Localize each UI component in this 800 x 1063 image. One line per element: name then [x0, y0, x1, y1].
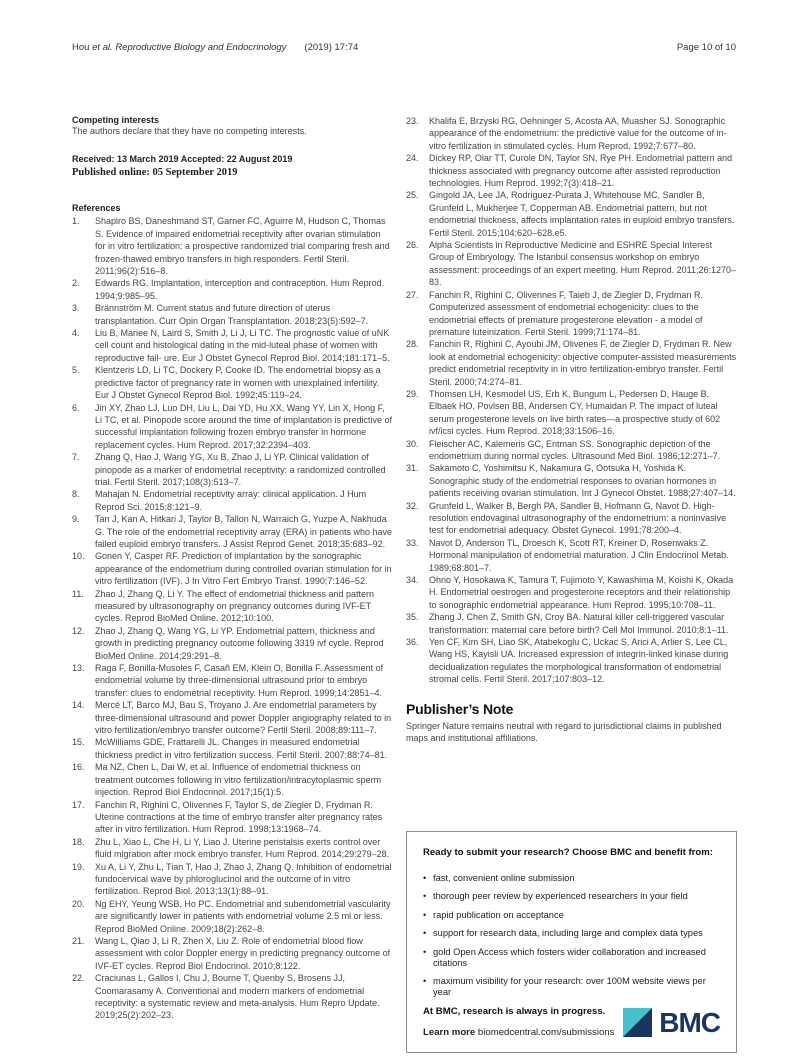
reference-text: Klentzeris LD, Li TC, Dockery P, Cooke ID. The endometrial biopsy as a predictive factor of pregnancy rate in women with unexplained infertility. Eur J Obstet Gynecol Reprod Biol. 1992;45:119–24.	[95, 365, 381, 401]
reference-item-3	[72, 302, 392, 327]
reference-text: Mercé LT, Barco MJ, Bau S, Troyano J. Are endometrial parameters by three-dimensional ultrasound and power Doppler angiography related to in vitro fertilization/embryo transfer outcome? Fertil Steril. 2008;89:111–7.	[95, 700, 392, 736]
reference-item-4	[72, 327, 392, 364]
bmc-benefit-item	[423, 873, 720, 884]
reference-item-22	[72, 972, 392, 1022]
reference-text: Edwards RG. Implantation, interception and contraception. Hum Reprod. 1994;9:985–95.	[95, 278, 385, 301]
bmc-benefit-item	[423, 910, 720, 921]
reference-item-13	[72, 662, 392, 699]
reference-text: Sakamoto C, Yoshimitsu K, Nakamura G, Ootsuka H, Yoshida K. Sonographic study of the endometrial responses to ovarian hormones in patients receiving ovarian stimulation. Int J Gynecol Obstet. 1988;27:407–14.	[429, 463, 736, 499]
bmc-logo-icon	[623, 1008, 652, 1037]
reference-item-17	[72, 799, 392, 836]
reference-text: Ng EHY, Yeung WSB, Ho PC. Endometrial and subendometrial vascularity are significantly lower in patients with endometrial volume 2.5 ml or less. Reprod BioMed Online. 2009;18(2):262–8.	[95, 898, 391, 934]
page-number: Page 10 of 10	[676, 42, 736, 53]
reference-item-16	[72, 761, 392, 798]
reference-text: Mahajan N. Endometrial receptivity array: clinical application. J Hum Reprod Sci. 2015;8:121–9.	[95, 489, 367, 512]
reference-number: 31.	[406, 463, 419, 474]
reference-number: 17.	[72, 799, 85, 810]
reference-text: Xu A, Li Y, Zhu L, Tian T, Hao J, Zhao J, Zhang Q. Inhibition of endometrial fundocervical wave by phloroglucinol and the outcome of in vitro fertilization. Reprod Biol. 2013;13(1):88–91.	[95, 861, 392, 897]
bmc-benefit-text: support for research data, including large and complex data types	[433, 928, 703, 938]
reference-item-20	[72, 898, 392, 935]
bmc-benefit-text: gold Open Access which fosters wider collaboration and increased citations	[433, 946, 706, 968]
reference-number: 18.	[72, 836, 85, 847]
reference-number: 29.	[406, 388, 419, 399]
reference-text: Zhang Q, Hao J, Wang YG, Xu B, Zhao J, Li YP. Clinical validation of pinopode as a marker of endometrial receptivity: a randomized controlled trial. Fertil Steril. 2017;108(3):513–7.	[95, 452, 386, 487]
bullet-icon: •	[423, 946, 427, 957]
reference-text: Ma NZ, Chen L, Dai W, et al. Influence of endometrial thickness on treatment outcomes following in vitro fertilization/intracytoplasmic sperm injection. Reprod Biol Endocrinol. 2017;15(1):5.	[95, 762, 382, 798]
bullet-icon: •	[423, 909, 427, 920]
reference-text: Fanchin R, Righini C, Olivennes F, Taylor S, de Ziegler D, Frydman R. Uterine contractions at the time of embryo transfer alter pregnancy rates after in vitro fertilization. Hum Reprod. 1998;13:1968–74.	[95, 799, 383, 835]
reference-item-21	[72, 935, 392, 972]
reference-item-10	[72, 550, 392, 587]
reference-item-34	[406, 574, 737, 611]
reference-number: 20.	[72, 898, 85, 909]
reference-item-30	[406, 438, 737, 463]
published-online-line: Published online: 05 September 2019	[72, 167, 238, 179]
reference-number: 10.	[72, 551, 85, 562]
bmc-benefit-text: rapid publication on acceptance	[433, 909, 564, 920]
reference-item-6	[72, 402, 392, 452]
reference-number: 23.	[406, 116, 419, 126]
references-title: References	[72, 203, 121, 214]
competing-interests-title: Competing interests	[72, 115, 160, 125]
references-list-left	[72, 215, 392, 1021]
running-head-author: Hou	[72, 42, 93, 53]
bmc-benefit-item	[423, 976, 720, 998]
reference-text: Zhang J, Chen Z, Smith GN, Croy BA. Natural killer cell-triggered vascular transformation: maternal care before birth? Cell Mol Immunol. 2010;8:1–11.	[429, 612, 729, 635]
reference-item-2	[72, 277, 392, 302]
bmc-benefit-item	[423, 928, 720, 939]
received-accepted-line: Received: 13 March 2019 Accepted: 22 August 2019	[72, 154, 293, 165]
reference-number: 15.	[72, 737, 85, 748]
reference-item-7	[72, 451, 392, 488]
reference-item-11	[72, 588, 392, 625]
reference-number: 36.	[406, 637, 419, 648]
reference-number: 33.	[406, 537, 419, 548]
reference-item-1	[72, 215, 392, 277]
running-head-journal: et al. Reproductive Biology and Endocrinology	[92, 42, 287, 53]
publishers-note-title: Publisher’s Note	[406, 700, 514, 717]
reference-item-18	[72, 836, 392, 861]
reference-text: Brännström M. Current status and future direction of uterus transplantation. Curr Opin Organ Transplantation. 2018;23(5):592–7.	[95, 303, 369, 326]
reference-text: Thomsen LH, Kesmodel US, Erb K, Bungum L, Pedersen D, Hauge B, Elbaek HO, Povlsen BB, Andersen CY, Humaidan P. The impact of luteal serum progesterone levels on live birth rates—a prospective study of 602 ivf/icsi cycles. Hum Reprod. 2018;33:1506–16.	[429, 388, 721, 437]
reference-item-24	[406, 152, 737, 189]
reference-text: Tan J, Kan A, Hitkari J, Taylor B, Tallon N, Warraich G, Yuzpe A, Nakhuda G. The role of the endometrial receptivity array (ERA) in patients who have failed euploid embryo transfers. J Assist Reprod Genet. 2018;35:683–92.	[95, 514, 392, 549]
competing-interests-body: The authors declare that they have no competing interests.	[72, 126, 307, 136]
bmc-benefit-text: fast, convenient online submission	[433, 872, 575, 883]
reference-number: 24.	[406, 153, 419, 164]
bmc-learn-more	[423, 1027, 614, 1038]
bmc-benefits-list	[423, 873, 720, 999]
reference-item-19	[72, 861, 392, 898]
article-dates	[72, 153, 392, 179]
reference-text: Zhao J, Zhang Q, Li Y. The effect of endometrial thickness and pattern measured by ultrasonography on pregnancy outcomes during IVF-ET cycles. Reprod BioMed Online. 2012;10:100.	[95, 588, 375, 624]
reference-text: Fleischer AC, Kalemeris GC, Entman SS. Sonographic depiction of the endometrium during normal cycles. Ultrasound Med Biol. 1986;12:271–7.	[429, 438, 721, 461]
page-header	[0, 0, 800, 53]
reference-text: Zhao J, Zhang Q, Wang YG, Li YP. Endometrial pattern, thickness and growth in predicting pregnancy outcome following 3319 ivf cycle. Reprod BioMed Online. 2014;29:291–8.	[95, 625, 384, 661]
reference-number: 1.	[72, 216, 80, 227]
reference-text: Ohno Y, Hosokawa K, Tamura T, Fujimoto Y, Kawashima M, Koishi K, Okada H. Endometrial oestrogen and progesterone receptors and their relationship to sonographic endometrial appearance. Hum Reprod. 1995;10:708–11.	[429, 575, 734, 610]
reference-number: 32.	[406, 500, 419, 511]
reference-number: 2.	[72, 278, 80, 289]
reference-text: Raga F, Bonilla-Musoles F, Casañ EM, Klein O, Bonilla F. Assessment of endometrial volume by three-dimensional ultrasound prior to embryo transfer: clues to endometrial receptivity. Hum Reprod. 1999;14:2851–4.	[95, 663, 384, 698]
reference-text: Yen CF, Kim SH, Liao SK, Atabekoglu C, Uckac S, Arici A, Arlier S, Lee CL, Wang HS, Kayisli UA. Increased expression of integrin-linked kinase during decidualization regulates the morphological transformation of endometrial stromal cells. Fertil Steril. 2017;107:803–12.	[429, 637, 729, 685]
reference-number: 3.	[72, 303, 80, 314]
reference-text: Dickey RP, Olar TT, Curole DN, Taylor SN, Rye PH. Endometrial pattern and thickness associated with pregnancy outcome after assisted reproduction technologies. Hum Reprod. 1992;7(3):418–21.	[429, 153, 733, 189]
reference-number: 27.	[406, 289, 419, 300]
reference-number: 16.	[72, 762, 85, 773]
reference-number: 22.	[72, 973, 85, 984]
reference-item-28	[406, 338, 737, 388]
reference-number: 30.	[406, 438, 419, 449]
reference-text: Shapiro BS, Daneshmand ST, Garner FC, Aguirre M, Hudson C, Thomas S. Evidence of impaired endometrial receptivity after ovarian stimulation for in vitro fertilization: a prospective randomized trial comparing fresh and frozen-thawed embryo transfers in high responders. Fertil Steril. 2011;96(2):516–8.	[95, 216, 390, 277]
reference-number: 34.	[406, 575, 419, 586]
reference-number: 28.	[406, 339, 419, 350]
submissions-link[interactable]: biomedcentral.com/submissions	[477, 1027, 615, 1038]
reference-item-35	[406, 611, 737, 636]
reference-text: Wang L, Qiao J, Li R, Zhen X, Liu Z. Role of endometrial blood flow assessment with color Doppler energy in predicting pregnancy outcome of IVF-ET cycles. Reprod Biol Endocrinol. 2010;8:122.	[95, 935, 391, 971]
reference-item-26	[406, 239, 737, 289]
reference-text: Navot D, Anderson TL, Droesch K, Scott RT, Kreiner D, Rosenwaks Z. Hormonal manipulation of endometrial maturation. J Clin Endocrinol Metab. 1989;68:801–7.	[429, 537, 729, 573]
reference-number: 26.	[406, 240, 419, 251]
running-head-citation: (2019) 17:74	[304, 42, 359, 53]
reference-number: 8.	[72, 489, 80, 500]
reference-number: 35.	[406, 612, 419, 623]
reference-text: Craciunas L, Gallos I, Chu J, Bourne T, Quenby S, Brosens JJ, Coomarasamy A. Conventional and modern markers of endometrial receptivity: a systematic review and meta-analysis. Hum Repro Update. 2019;25(2):202–23.	[95, 973, 380, 1021]
reference-text: Fanchin R, Righini C, Olivennes F, Taieb J, de Ziegler D, Frydman R. Computerized assessment of endometrial echogenicity: clues to the endometrial effects of premature progesterone elevation - a model of premature luteinization. Fertil Steril. 1999;71:174–81.	[429, 289, 703, 337]
reference-item-33	[406, 537, 737, 574]
reference-item-36	[406, 636, 737, 686]
reference-item-27	[406, 289, 737, 339]
reference-number: 12.	[72, 625, 85, 636]
reference-text: Gingold JA, Lee JA, Rodriguez-Purata J, Whitehouse MC, Sandler B, Grunfeld L, Mukherjee T, Copperman AB. Endometrial pattern, but not endometrial thickness, affects implantation rates in euploid embryo transfers. Fertil Steril. 2015;104:620–628.e5.	[429, 190, 735, 238]
bmc-benefit-text: maximum visibility for your research: over 100M website views per year	[433, 976, 706, 997]
reference-text: Khalifa E, Brzyski RG, Oehninger S, Acosta AA, Muasher SJ. Sonographic appearance of the endometrium: the predictive value for the outcome of in-vitro fertilization in stimulated cycles. Hum Reprod. 1992;7:677–80.	[429, 116, 727, 151]
bmc-submission-box	[406, 831, 737, 1054]
reference-text: Gonen Y, Casper RF. Prediction of implantation by the sonographic appearance of the endometrium during controlled ovarian stimulation for in vitro fertilization (IVF). J In Vitro Fert Embryo Transf. 1990;7:146–52.	[95, 551, 392, 587]
reference-number: 19.	[72, 861, 85, 872]
bullet-icon: •	[423, 872, 427, 883]
reference-number: 25.	[406, 190, 419, 201]
right-column	[406, 115, 737, 1053]
reference-text: Zhu L, Xiao L, Che H, Li Y, Liao J. Uterine peristalsis exerts control over fluid migration after mock embryo transfer. Hum Reprod. 2014;29:279–28.	[95, 836, 390, 860]
reference-item-25	[406, 189, 737, 239]
publishers-note-body: Springer Nature remains neutral with regard to jurisdictional claims in published maps and institutional affiliations.	[406, 720, 722, 744]
learn-more-label: Learn more	[423, 1027, 478, 1038]
reference-number: 7.	[72, 452, 80, 463]
references-list-right	[406, 115, 737, 686]
reference-item-8	[72, 488, 392, 513]
reference-text: Fanchin R, Righini C, Ayoubi JM, Olivenes F, de Ziegler D, Frydman R. New look at endometrial echogenicity: objective computer-assisted measurements predict endometrial receptivity in in vitro fertilization-embryo transfer. Fertil Steril. 2000;74:274–81.	[429, 339, 737, 387]
bmc-box-footer	[423, 1006, 720, 1038]
reference-item-31	[406, 462, 737, 499]
left-column	[72, 115, 392, 1022]
reference-number: 5.	[72, 365, 80, 376]
reference-item-32	[406, 500, 737, 537]
reference-number: 9.	[72, 514, 80, 525]
bmc-benefit-item	[423, 891, 720, 902]
reference-number: 13.	[72, 663, 85, 674]
bullet-icon: •	[423, 891, 427, 901]
reference-item-12	[72, 625, 392, 662]
reference-number: 4.	[72, 328, 80, 339]
reference-text: McWilliams GDE, Frattarelli JL. Changes in measured endometrial thickness predict in vitro fertilization success. Fertil Steril. 2007;88:74–81.	[95, 737, 388, 760]
reference-item-14	[72, 699, 392, 736]
reference-number: 6.	[72, 402, 80, 413]
bmc-benefit-item	[423, 947, 720, 969]
two-column-body	[0, 115, 800, 1053]
bmc-tagline: At BMC, research is always in progress.	[423, 1006, 606, 1017]
reference-item-15	[72, 736, 392, 761]
reference-text: Liu B, Mariee N, Laird S, Smith J, Li J, Li TC. The prognostic value of uNK cell count and histological dating in the mid-luteal phase of women with reproductive fail- ure. Eur J Obstet Gynecol Reprod Biol. 2014;181:171–5.	[95, 328, 390, 363]
bmc-logo	[623, 1008, 720, 1038]
bullet-icon: •	[423, 976, 427, 986]
bmc-benefit-text: thorough peer review by experienced researchers in your field	[433, 891, 688, 901]
running-head	[72, 42, 358, 53]
bullet-icon: •	[423, 928, 427, 938]
reference-number: 14.	[72, 700, 85, 711]
bmc-footer-text	[423, 1006, 614, 1038]
reference-item-5	[72, 364, 392, 401]
reference-item-23	[406, 115, 737, 152]
reference-text: Alpha Scientists in Reproductive Medicine and ESHRE Special Interest Group of Embryology. The Istanbul consensus workshop on embryo assessment: proceedings of an expert meeting. Hum Reprod. 2011;26:1270–83.	[429, 240, 737, 288]
reference-text: Jin XY, Zhao LJ, Luo DH, Liu L, Dai YD, Hu XX, Wang YY, Lin X, Hong F, Li TC, et al. Pinopode score around the time of implantation is predictive of successful implantation following frozen embryo transfer in hormone replacement cycles. Hum Reprod. 2017;32:2394–403.	[95, 402, 392, 450]
reference-text: Grunfeld L, Walker B, Bergh PA, Sandler B, Hofmann G, Navot D. High-resolution endovaginal ultrasonography of the endometrium: a noninvasive test for endometrial adequacy. Obstet Gynecol. 1991;78:200–4.	[429, 500, 727, 536]
reference-number: 21.	[72, 935, 85, 946]
reference-item-29	[406, 388, 737, 438]
reference-number: 11.	[72, 588, 84, 599]
reference-item-9	[72, 513, 392, 550]
bmc-logo-text: BMC	[659, 1007, 720, 1038]
bmc-box-heading: Ready to submit your research? Choose BMC and benefit from:	[423, 846, 713, 858]
